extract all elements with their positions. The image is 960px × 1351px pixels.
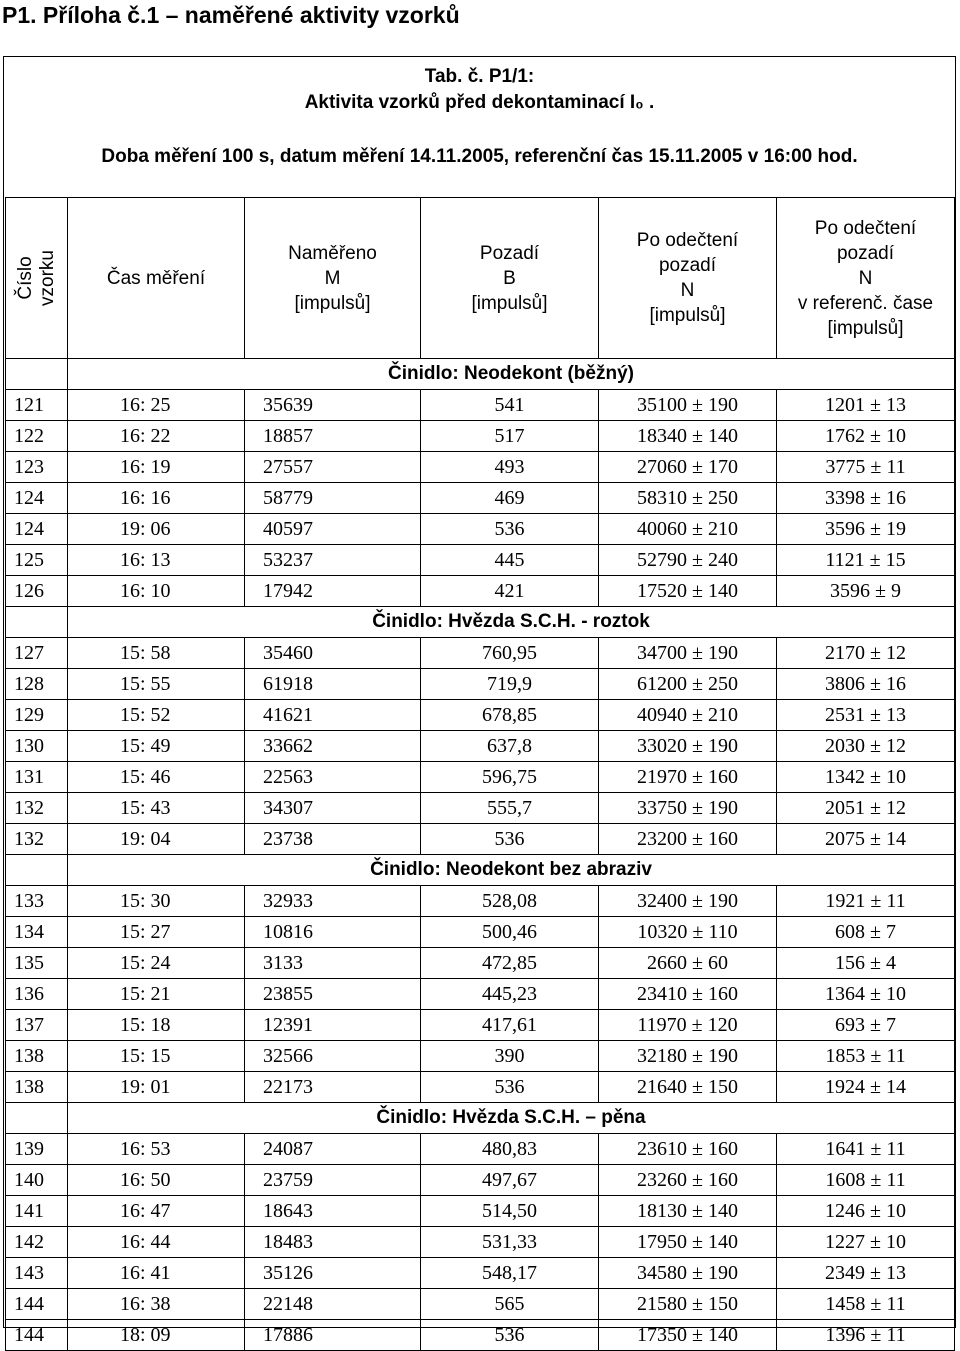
cell-measured: 41621 <box>245 700 421 731</box>
cell-sample-number: 144 <box>6 1320 68 1351</box>
cell-net-reference: 156 ± 4 <box>777 948 955 979</box>
header-net-reference-line2: pozadí <box>836 242 895 264</box>
header-net-line1: Po odečtení <box>636 230 739 251</box>
cell-sample-number: 134 <box>6 917 68 948</box>
table-row <box>6 1041 955 1072</box>
cell-sample-number: 122 <box>6 421 68 452</box>
cell-sample-number: 132 <box>6 793 68 824</box>
cell-measured: 18483 <box>245 1227 421 1258</box>
cell-net: 17350 ± 140 <box>599 1320 777 1351</box>
cell-sample-number: 140 <box>6 1165 68 1196</box>
table-row <box>6 979 955 1010</box>
cell-net-reference: 1608 ± 11 <box>777 1165 955 1196</box>
cell-sample-number: 143 <box>6 1258 68 1289</box>
cell-background: 493 <box>421 452 599 483</box>
cell-measure-time: 15: 30 <box>68 886 245 917</box>
cell-sample-number: 128 <box>6 669 68 700</box>
cell-background: 719,9 <box>421 669 599 700</box>
table-row <box>6 1196 955 1227</box>
cell-measure-time: 16: 16 <box>68 483 245 514</box>
cell-measure-time: 19: 01 <box>68 1072 245 1103</box>
section-title: Činidlo: Neodekont bez abraziv <box>68 855 955 886</box>
cell-net-reference: 1246 ± 10 <box>777 1196 955 1227</box>
cell-measure-time: 15: 43 <box>68 793 245 824</box>
cell-net: 52790 ± 240 <box>599 545 777 576</box>
cell-measure-time: 18: 09 <box>68 1320 245 1351</box>
cell-net: 40060 ± 210 <box>599 514 777 545</box>
cell-measure-time: 15: 58 <box>68 638 245 669</box>
table-row <box>6 1010 955 1041</box>
section-spacer <box>6 1103 68 1134</box>
header-net-line3: N <box>680 280 695 301</box>
cell-sample-number: 139 <box>6 1134 68 1165</box>
cell-measure-time: 16: 22 <box>68 421 245 452</box>
cell-measure-time: 15: 24 <box>68 948 245 979</box>
cell-background: 445,23 <box>421 979 599 1010</box>
cell-background: 497,67 <box>421 1165 599 1196</box>
cell-background: 480,83 <box>421 1134 599 1165</box>
table-row <box>6 793 955 824</box>
cell-net: 21580 ± 150 <box>599 1289 777 1320</box>
header-row <box>6 198 955 359</box>
section-title: Činidlo: Hvězda S.C.H. – pěna <box>68 1103 955 1134</box>
section-row <box>6 359 955 390</box>
header-sample-number-line2: vzorku <box>36 250 58 306</box>
table-row <box>6 824 955 855</box>
cell-measure-time: 19: 04 <box>68 824 245 855</box>
section-row <box>6 1103 955 1134</box>
cell-measure-time: 15: 18 <box>68 1010 245 1041</box>
header-net-line4: [impulsů] <box>649 305 726 326</box>
section-spacer <box>6 607 68 638</box>
table-row <box>6 1165 955 1196</box>
cell-measured: 10816 <box>245 917 421 948</box>
cell-measure-time: 16: 41 <box>68 1258 245 1289</box>
activity-table <box>5 197 955 1351</box>
cell-net: 32400 ± 190 <box>599 886 777 917</box>
cell-background: 514,50 <box>421 1196 599 1227</box>
cell-measured: 27557 <box>245 452 421 483</box>
cell-net: 17520 ± 140 <box>599 576 777 607</box>
cell-measure-time: 15: 52 <box>68 700 245 731</box>
table-row <box>6 421 955 452</box>
header-sample-number <box>6 198 68 359</box>
cell-sample-number: 144 <box>6 1289 68 1320</box>
section-spacer <box>6 359 68 390</box>
cell-sample-number: 138 <box>6 1072 68 1103</box>
cell-background: 536 <box>421 1072 599 1103</box>
cell-net: 21640 ± 150 <box>599 1072 777 1103</box>
cell-measured: 58779 <box>245 483 421 514</box>
cell-sample-number: 138 <box>6 1041 68 1072</box>
cell-measured: 12391 <box>245 1010 421 1041</box>
cell-net: 34580 ± 190 <box>599 1258 777 1289</box>
table-row <box>6 1289 955 1320</box>
cell-net: 40940 ± 210 <box>599 700 777 731</box>
cell-sample-number: 132 <box>6 824 68 855</box>
cell-sample-number: 125 <box>6 545 68 576</box>
cell-net: 61200 ± 250 <box>599 669 777 700</box>
cell-net-reference: 1762 ± 10 <box>777 421 955 452</box>
cell-measured: 40597 <box>245 514 421 545</box>
cell-sample-number: 121 <box>6 390 68 421</box>
header-measured-line1: Naměřeno <box>288 242 377 264</box>
cell-sample-number: 137 <box>6 1010 68 1041</box>
cell-measure-time: 15: 15 <box>68 1041 245 1072</box>
cell-net-reference: 1641 ± 11 <box>777 1134 955 1165</box>
cell-net-reference: 1458 ± 11 <box>777 1289 955 1320</box>
cell-net: 33020 ± 190 <box>599 731 777 762</box>
table-row <box>6 948 955 979</box>
header-background-line3: [impulsů] <box>471 292 548 314</box>
cell-net: 27060 ± 170 <box>599 452 777 483</box>
table-caption-number: Tab. č. P1/1: <box>424 66 535 87</box>
cell-measured: 18857 <box>245 421 421 452</box>
cell-net: 10320 ± 110 <box>599 917 777 948</box>
cell-measure-time: 16: 50 <box>68 1165 245 1196</box>
cell-measured: 17942 <box>245 576 421 607</box>
cell-background: 760,95 <box>421 638 599 669</box>
cell-background: 541 <box>421 390 599 421</box>
cell-measure-time: 15: 49 <box>68 731 245 762</box>
table-row <box>6 1134 955 1165</box>
header-sample-number-line1: Číslo <box>14 256 36 300</box>
cell-background: 500,46 <box>421 917 599 948</box>
cell-net: 23610 ± 160 <box>599 1134 777 1165</box>
cell-sample-number: 136 <box>6 979 68 1010</box>
table-row <box>6 1258 955 1289</box>
table-row <box>6 917 955 948</box>
cell-measured: 35639 <box>245 390 421 421</box>
header-net-line2: pozadí <box>658 255 717 276</box>
cell-measure-time: 16: 47 <box>68 1196 245 1227</box>
cell-background: 536 <box>421 1320 599 1351</box>
cell-net: 17950 ± 140 <box>599 1227 777 1258</box>
table-caption-conditions: Doba měření 100 s, datum měření 14.11.2005, referenční čas 15.11.2005 v 16:00 hod. <box>101 146 858 167</box>
cell-net: 34700 ± 190 <box>599 638 777 669</box>
section-spacer <box>6 855 68 886</box>
cell-measure-time: 16: 25 <box>68 390 245 421</box>
cell-net: 23410 ± 160 <box>599 979 777 1010</box>
cell-measured: 33662 <box>245 731 421 762</box>
cell-measured: 23855 <box>245 979 421 1010</box>
cell-measure-time: 15: 46 <box>68 762 245 793</box>
table-row <box>6 886 955 917</box>
cell-net: 23200 ± 160 <box>599 824 777 855</box>
cell-net-reference: 1201 ± 13 <box>777 390 955 421</box>
table-caption-title: Aktivita vzorků před dekontaminací I₀ . <box>304 92 655 113</box>
cell-net: 11970 ± 120 <box>599 1010 777 1041</box>
cell-background: 548,17 <box>421 1258 599 1289</box>
cell-measure-time: 16: 38 <box>68 1289 245 1320</box>
cell-measure-time: 16: 13 <box>68 545 245 576</box>
cell-net-reference: 3596 ± 9 <box>777 576 955 607</box>
cell-measured: 24087 <box>245 1134 421 1165</box>
cell-sample-number: 129 <box>6 700 68 731</box>
cell-net: 18340 ± 140 <box>599 421 777 452</box>
cell-net-reference: 1853 ± 11 <box>777 1041 955 1072</box>
cell-net-reference: 1227 ± 10 <box>777 1227 955 1258</box>
cell-measured: 34307 <box>245 793 421 824</box>
cell-net-reference: 3398 ± 16 <box>777 483 955 514</box>
cell-net-reference: 608 ± 7 <box>777 917 955 948</box>
table-row <box>6 700 955 731</box>
section-title: Činidlo: Neodekont (běžný) <box>68 359 955 390</box>
cell-net-reference: 1924 ± 14 <box>777 1072 955 1103</box>
cell-background: 536 <box>421 514 599 545</box>
header-measure-time <box>68 198 245 359</box>
table-row <box>6 1072 955 1103</box>
cell-background: 637,8 <box>421 731 599 762</box>
cell-net-reference: 2030 ± 12 <box>777 731 955 762</box>
cell-net: 32180 ± 190 <box>599 1041 777 1072</box>
cell-measured: 3133 <box>245 948 421 979</box>
cell-net: 2660 ± 60 <box>599 948 777 979</box>
cell-measured: 35460 <box>245 638 421 669</box>
cell-sample-number: 126 <box>6 576 68 607</box>
cell-net-reference: 3596 ± 19 <box>777 514 955 545</box>
table-frame <box>3 56 956 1346</box>
cell-sample-number: 131 <box>6 762 68 793</box>
header-measured-line3: [impulsů] <box>294 292 371 314</box>
cell-net: 58310 ± 250 <box>599 483 777 514</box>
table-row <box>6 762 955 793</box>
cell-measured: 53237 <box>245 545 421 576</box>
cell-background: 555,7 <box>421 793 599 824</box>
cell-net-reference: 1921 ± 11 <box>777 886 955 917</box>
cell-measured: 32933 <box>245 886 421 917</box>
table-row <box>6 452 955 483</box>
cell-net-reference: 693 ± 7 <box>777 1010 955 1041</box>
header-background-line2: B <box>503 267 516 289</box>
cell-background: 536 <box>421 824 599 855</box>
cell-sample-number: 124 <box>6 483 68 514</box>
cell-sample-number: 127 <box>6 638 68 669</box>
table-row <box>6 390 955 421</box>
table-row <box>6 545 955 576</box>
cell-measured: 23759 <box>245 1165 421 1196</box>
table-row <box>6 1227 955 1258</box>
cell-net-reference: 1342 ± 10 <box>777 762 955 793</box>
cell-net-reference: 2349 ± 13 <box>777 1258 955 1289</box>
cell-net: 18130 ± 140 <box>599 1196 777 1227</box>
cell-sample-number: 124 <box>6 514 68 545</box>
cell-net: 21970 ± 160 <box>599 762 777 793</box>
cell-sample-number: 142 <box>6 1227 68 1258</box>
table-row <box>6 576 955 607</box>
header-background-line1: Pozadí <box>479 242 540 264</box>
header-background <box>421 198 599 359</box>
page-title: P1. Příloha č.1 – naměřené aktivity vzorků <box>2 2 460 28</box>
cell-net: 35100 ± 190 <box>599 390 777 421</box>
cell-net-reference: 2170 ± 12 <box>777 638 955 669</box>
cell-measure-time: 19: 06 <box>68 514 245 545</box>
table-row <box>6 669 955 700</box>
table-row <box>6 1320 955 1351</box>
cell-measure-time: 16: 10 <box>68 576 245 607</box>
cell-background: 678,85 <box>421 700 599 731</box>
cell-measured: 22148 <box>245 1289 421 1320</box>
section-row <box>6 607 955 638</box>
cell-measured: 32566 <box>245 1041 421 1072</box>
cell-measured: 17886 <box>245 1320 421 1351</box>
cell-background: 596,75 <box>421 762 599 793</box>
table-row <box>6 514 955 545</box>
cell-measure-time: 16: 19 <box>68 452 245 483</box>
cell-net-reference: 2531 ± 13 <box>777 700 955 731</box>
cell-background: 417,61 <box>421 1010 599 1041</box>
cell-background: 531,33 <box>421 1227 599 1258</box>
cell-measured: 23738 <box>245 824 421 855</box>
cell-net-reference: 1121 ± 15 <box>777 545 955 576</box>
cell-background: 469 <box>421 483 599 514</box>
cell-background: 528,08 <box>421 886 599 917</box>
cell-net-reference: 2051 ± 12 <box>777 793 955 824</box>
cell-background: 517 <box>421 421 599 452</box>
header-net-reference-line1: Po odečtení <box>814 217 917 239</box>
header-net-reference <box>777 198 955 359</box>
header-net-reference-line5: [impulsů] <box>827 317 904 339</box>
cell-measured: 22563 <box>245 762 421 793</box>
cell-net-reference: 2075 ± 14 <box>777 824 955 855</box>
cell-sample-number: 133 <box>6 886 68 917</box>
cell-measure-time: 15: 55 <box>68 669 245 700</box>
cell-background: 472,85 <box>421 948 599 979</box>
cell-sample-number: 130 <box>6 731 68 762</box>
cell-net-reference: 3806 ± 16 <box>777 669 955 700</box>
cell-measure-time: 16: 53 <box>68 1134 245 1165</box>
cell-background: 445 <box>421 545 599 576</box>
table-row <box>6 638 955 669</box>
cell-measure-time: 15: 21 <box>68 979 245 1010</box>
header-measure-time-label: Čas měření <box>106 267 206 289</box>
cell-measure-time: 16: 44 <box>68 1227 245 1258</box>
header-measured <box>245 198 421 359</box>
header-net <box>599 198 777 359</box>
cell-background: 390 <box>421 1041 599 1072</box>
cell-measured: 61918 <box>245 669 421 700</box>
header-measured-line2: M <box>324 267 341 289</box>
cell-measured: 18643 <box>245 1196 421 1227</box>
cell-net-reference: 1396 ± 11 <box>777 1320 955 1351</box>
cell-net: 23260 ± 160 <box>599 1165 777 1196</box>
cell-sample-number: 123 <box>6 452 68 483</box>
table-row <box>6 483 955 514</box>
cell-sample-number: 141 <box>6 1196 68 1227</box>
cell-measure-time: 15: 27 <box>68 917 245 948</box>
section-title: Činidlo: Hvězda S.C.H. - roztok <box>68 607 955 638</box>
table-row <box>6 731 955 762</box>
header-net-reference-line3: N <box>858 267 873 289</box>
section-row <box>6 855 955 886</box>
cell-net-reference: 1364 ± 10 <box>777 979 955 1010</box>
cell-sample-number: 135 <box>6 948 68 979</box>
cell-background: 421 <box>421 576 599 607</box>
header-net-reference-line4: v referenč. čase <box>797 292 934 314</box>
cell-measured: 35126 <box>245 1258 421 1289</box>
cell-background: 565 <box>421 1289 599 1320</box>
cell-net-reference: 3775 ± 11 <box>777 452 955 483</box>
cell-measured: 22173 <box>245 1072 421 1103</box>
cell-net: 33750 ± 190 <box>599 793 777 824</box>
